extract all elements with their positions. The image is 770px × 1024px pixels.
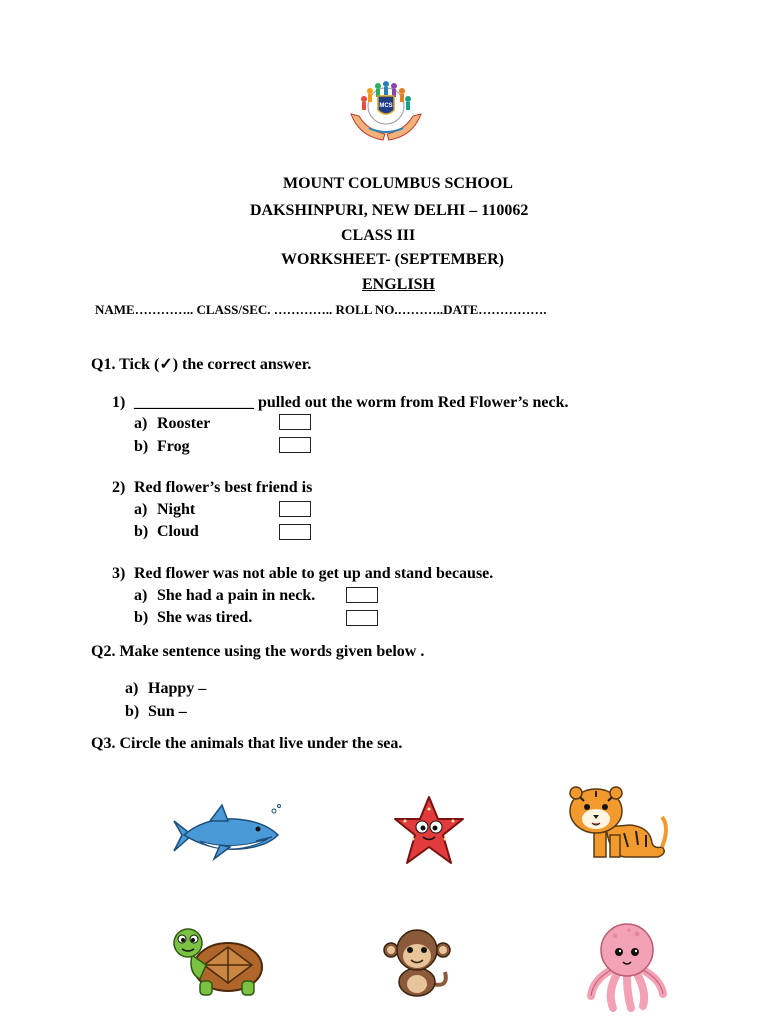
q1-item-1-option-a: Rooster: [157, 415, 211, 432]
monkey-image[interactable]: [383, 928, 451, 998]
q1-item-2-option-a-label: a): [134, 501, 148, 518]
tick-box-frog[interactable]: [279, 437, 311, 453]
q1-item-1-text: _______________ pulled out the worm from Red Flower’s neck.: [134, 394, 569, 411]
q1-item-2-text: Red flower’s best friend is: [134, 479, 313, 496]
octopus-image[interactable]: [585, 922, 669, 1014]
shark-image[interactable]: [170, 803, 282, 863]
tick-box-tired[interactable]: [346, 610, 378, 626]
hands-icon: [351, 114, 421, 140]
tick-box-cloud[interactable]: [279, 524, 311, 540]
octopus-icon: [585, 922, 669, 1014]
q1-item-2-option-b: Cloud: [157, 523, 199, 540]
school-logo: [345, 78, 427, 148]
q3-title: Q3. Circle the animals that live under the sea.: [91, 735, 403, 752]
starfish-image[interactable]: [391, 795, 467, 867]
q1-item-2-num: 2): [112, 479, 126, 496]
class-label: CLASS III: [341, 227, 416, 244]
monkey-icon: [383, 928, 451, 998]
q2-title: Q2. Make sentence using the words given below .: [91, 643, 425, 660]
tick-box-rooster[interactable]: [279, 414, 311, 430]
q2-item-a-label: a): [125, 680, 139, 697]
q1-item-3-option-b-label: b): [134, 609, 149, 626]
q2-item-b-label: b): [125, 703, 140, 720]
q1-item-1-option-a-label: a): [134, 415, 148, 432]
shark-icon: [170, 803, 282, 863]
tiger-icon: [566, 787, 670, 862]
q1-item-2-option-b-label: b): [134, 523, 149, 540]
shield-icon: [378, 96, 394, 114]
q2-item-b: Sun –: [148, 703, 187, 720]
student-info-line: NAME………….. CLASS/SEC. ………….. ROLL NO.………..DATE…………….: [95, 302, 547, 317]
subject-title: ENGLISH: [362, 276, 435, 293]
q1-item-3-option-b: She was tired.: [157, 609, 253, 626]
turtle-image[interactable]: [170, 925, 266, 997]
q1-item-3-num: 3): [112, 565, 126, 582]
q1-item-1-option-b: Frog: [157, 438, 190, 455]
q1-item-1-num: 1): [112, 394, 126, 411]
q1-item-3-option-a-label: a): [134, 587, 148, 604]
q1-title: Q1. Tick (✓) the correct answer.: [91, 356, 312, 373]
tick-box-pain-in-neck[interactable]: [346, 587, 378, 603]
tick-box-night[interactable]: [279, 501, 311, 517]
q1-item-1-option-b-label: b): [134, 438, 149, 455]
q1-item-3-text: Red flower was not able to get up and stand because.: [134, 565, 494, 582]
logo-text: MCS: [379, 103, 393, 109]
q2-item-a: Happy –: [148, 680, 207, 697]
school-address: DAKSHINPURI, NEW DELHI – 110062: [250, 202, 529, 219]
turtle-icon: [170, 925, 266, 997]
q1-item-2-option-a: Night: [157, 501, 196, 518]
starfish-icon: [391, 795, 467, 867]
tiger-image[interactable]: [566, 787, 670, 862]
q1-item-3-option-a: She had a pain in neck.: [157, 587, 316, 604]
worksheet-title: WORKSHEET- (SEPTEMBER): [281, 251, 505, 268]
school-name: MOUNT COLUMBUS SCHOOL: [283, 175, 513, 192]
